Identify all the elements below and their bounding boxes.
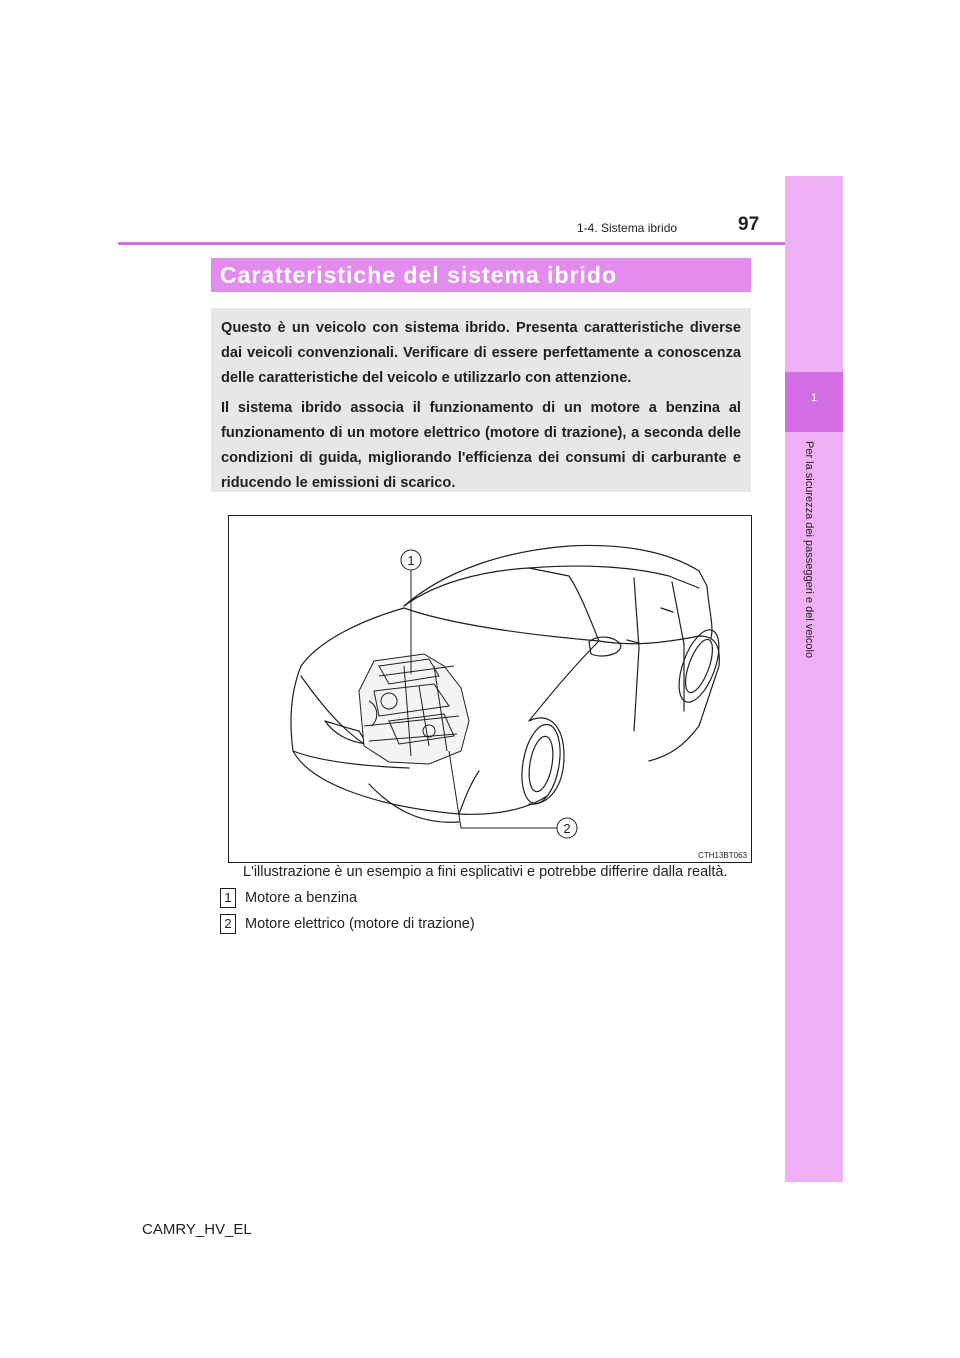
chapter-number: 1 (810, 392, 818, 404)
legend-item (220, 888, 357, 908)
page-number: 97 (738, 214, 760, 235)
legend-item (220, 914, 475, 934)
legend-label: Motore a benzina (245, 889, 358, 906)
intro-box (211, 308, 751, 492)
callout-1-label: 1 (407, 553, 415, 568)
footer-model-code: CAMRY_HV_EL (142, 1221, 252, 1238)
callout-2-label: 2 (563, 821, 571, 836)
header-rule (118, 242, 785, 245)
legend-number: 2 (220, 914, 236, 934)
figure-caption: L'illustrazione è un esempio a fini esplicativi e potrebbe differire dalla realtà. (243, 864, 728, 880)
chapter-title-vertical: Per la sicurezza dei passeggeri e del veicolo (803, 441, 815, 659)
figure-code: CTH13BT063 (698, 851, 747, 860)
legend-number: 1 (220, 888, 236, 908)
page-title: Caratteristiche del sistema ibrido (220, 262, 618, 288)
car-drawing (229, 516, 751, 862)
intro-paragraph: Il sistema ibrido associa il funzionamento di un motore a benzina al funzionamento di un motore elettrico (motore di trazione), a seconda delle condizioni di guida, migliorando l'efficienza dei consumi di carburante e riducendo le emissioni di scarico. (221, 400, 741, 491)
intro-paragraph: Questo è un veicolo con sistema ibrido. Presenta caratteristiche diverse dai veicoli convenzionali. Verificare di essere perfettamente a conoscenza delle caratteristiche del veicolo e utilizzarlo con attenzione. (221, 320, 741, 386)
hybrid-car-illustration (228, 515, 752, 863)
section-title: 1-4. Sistema ibrido (577, 221, 678, 235)
legend-label: Motore elettrico (motore di trazione) (245, 915, 475, 932)
